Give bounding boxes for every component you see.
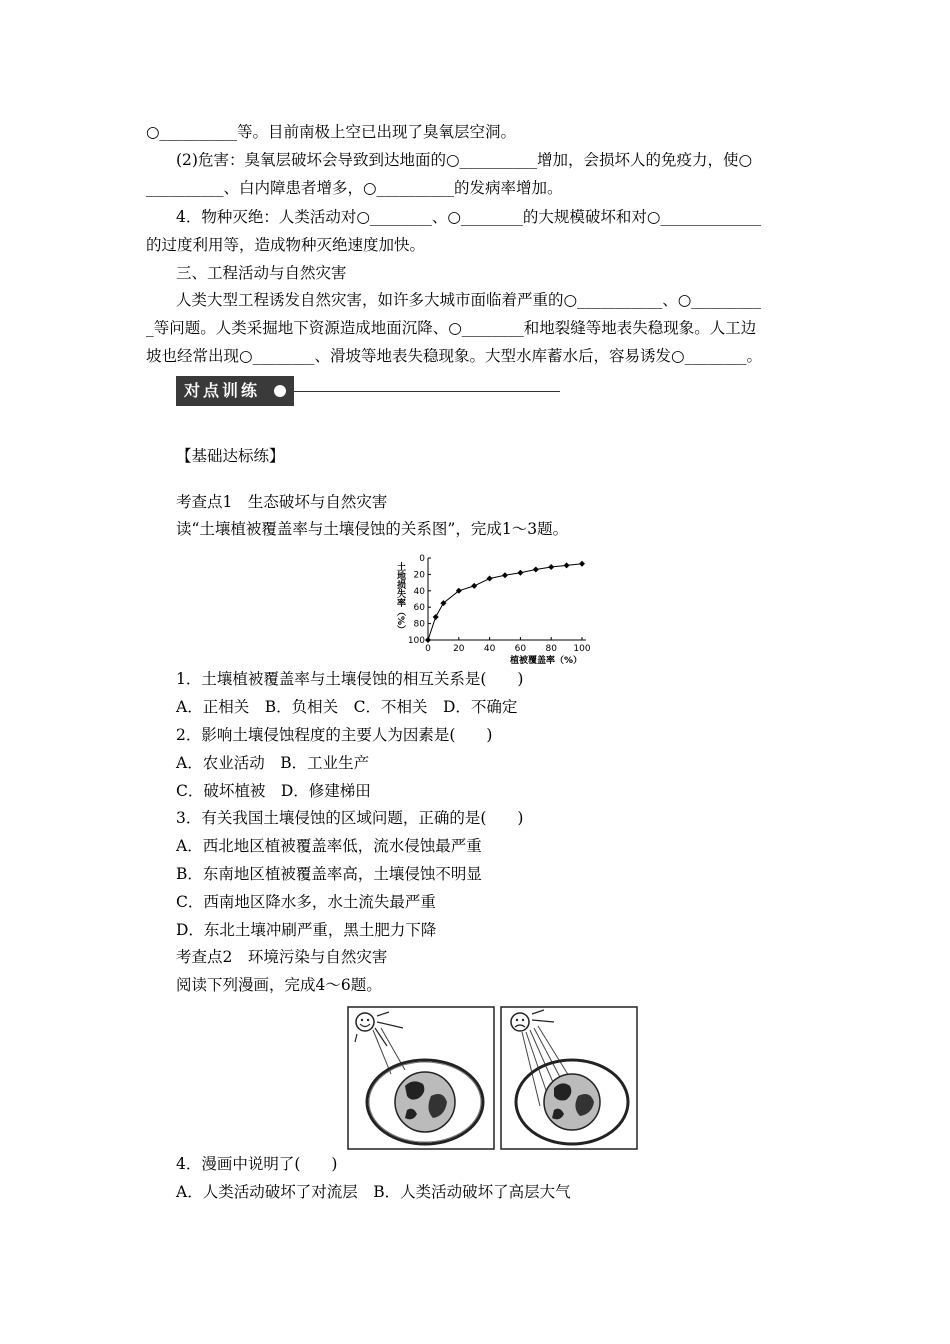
question-2: 2．影响土壤侵蚀程度的主要人为因素是( ) (176, 726, 493, 744)
subsection-basic: 【基础达标练】 (176, 447, 285, 465)
text-line-5: 的过度利用等，造成物种灭绝速度加快。 (146, 236, 426, 254)
data-point (533, 566, 539, 572)
exam-point-2: 考查点2 环境污染与自然灾害 (176, 948, 388, 966)
question-4-options-ab: A．人类活动破坏了对流层 B．人类活动破坏了高层大气 (176, 1183, 571, 1201)
data-point (548, 564, 554, 570)
text-line-4: 4．物种灭绝：人类活动对○________、○________的大规模破坏和对○_____________ (176, 208, 762, 226)
soil-erosion-chart (360, 548, 600, 670)
data-point (517, 570, 523, 576)
data-point (502, 572, 508, 578)
x-tick-label: 0 (425, 644, 431, 654)
data-point (471, 583, 477, 589)
text-line-7: 人类大型工程诱发自然灾害，如许多大城市面临着严重的○___________、○_________ (176, 291, 762, 309)
y-tick-label: 60 (413, 603, 425, 614)
y-tick-label: 100 (407, 636, 425, 646)
x-tick-label: 60 (514, 644, 527, 654)
x-tick-label: 40 (483, 644, 496, 654)
question-1-options: A．正相关 B．负相关 C．不相关 D．不确定 (176, 698, 518, 716)
x-axis-label: 植被覆盖率（%） (509, 656, 582, 666)
heading-engineering: 三、工程活动与自然灾害 (176, 264, 347, 282)
question-1: 1．土壤植被覆盖率与土壤侵蚀的相互关系是( ) (176, 670, 524, 688)
text-line-1: ○__________等。目前南极上空已出现了臭氧层空洞。 (146, 123, 517, 141)
question-3-option-c: C．西南地区降水多，水土流失最严重 (176, 893, 436, 911)
x-tick-label: 20 (453, 644, 465, 654)
section-title: 对点训练 (176, 376, 294, 406)
question-3-option-b: B．东南地区植被覆盖率高，土壤侵蚀不明显 (176, 865, 482, 883)
text-line-3: __________、白内障患者增多，○__________的发病率增加。 (146, 179, 563, 197)
exam-point-1: 考查点1 生态破坏与自然灾害 (176, 493, 388, 511)
instruction-2: 阅读下列漫画，完成4～6题。 (176, 976, 382, 994)
cartoon-left (347, 1006, 495, 1150)
earth-icon (544, 1074, 600, 1130)
data-point (487, 576, 493, 582)
question-3: 3．有关我国土壤侵蚀的区域问题，正确的是( ) (176, 809, 524, 827)
question-2-options-cd: C．破坏植被 D．修建梯田 (176, 782, 371, 800)
x-tick-label: 100 (573, 644, 591, 654)
question-3-option-a: A．西北地区植被覆盖率低，流水侵蚀最严重 (176, 837, 482, 855)
data-point (579, 561, 585, 567)
y-axis-label: 土地损失率（%） (395, 562, 405, 635)
data-point (425, 637, 431, 643)
earth-icon (395, 1072, 455, 1132)
y-tick-label: 0 (419, 554, 425, 564)
text-line-9: 坡也经常出现○________、滑坡等地表失稳现象。大型水库蓄水后，容易诱发○________。 (146, 347, 763, 365)
text-line-2: (2)危害：臭氧层破坏会导致到达地面的○__________增加，会损坏人的免疫力，使○ (176, 151, 753, 169)
question-3-option-d: D．东北土壤冲刷严重，黑土肥力下降 (176, 921, 437, 939)
data-point (564, 562, 570, 568)
y-tick-label: 80 (413, 619, 425, 630)
y-tick-label: 20 (413, 570, 425, 581)
instruction-1: 读“土壤植被覆盖率与土壤侵蚀的关系图”，完成1～3题。 (176, 520, 569, 538)
x-tick-label: 80 (545, 644, 557, 654)
data-point (433, 614, 439, 620)
banner-dot-icon (274, 385, 286, 397)
question-2-options-ab: A．农业活动 B．工业生产 (176, 754, 370, 772)
y-tick-label: 40 (413, 586, 425, 597)
cartoon-right (500, 1006, 638, 1150)
banner-rule (294, 391, 560, 392)
question-4: 4．漫画中说明了( ) (176, 1155, 338, 1173)
text-line-8: _等问题。人类采掘地下资源造成地面沉降、○________和地裂缝等地表失稳现象。人工边 (146, 319, 757, 337)
